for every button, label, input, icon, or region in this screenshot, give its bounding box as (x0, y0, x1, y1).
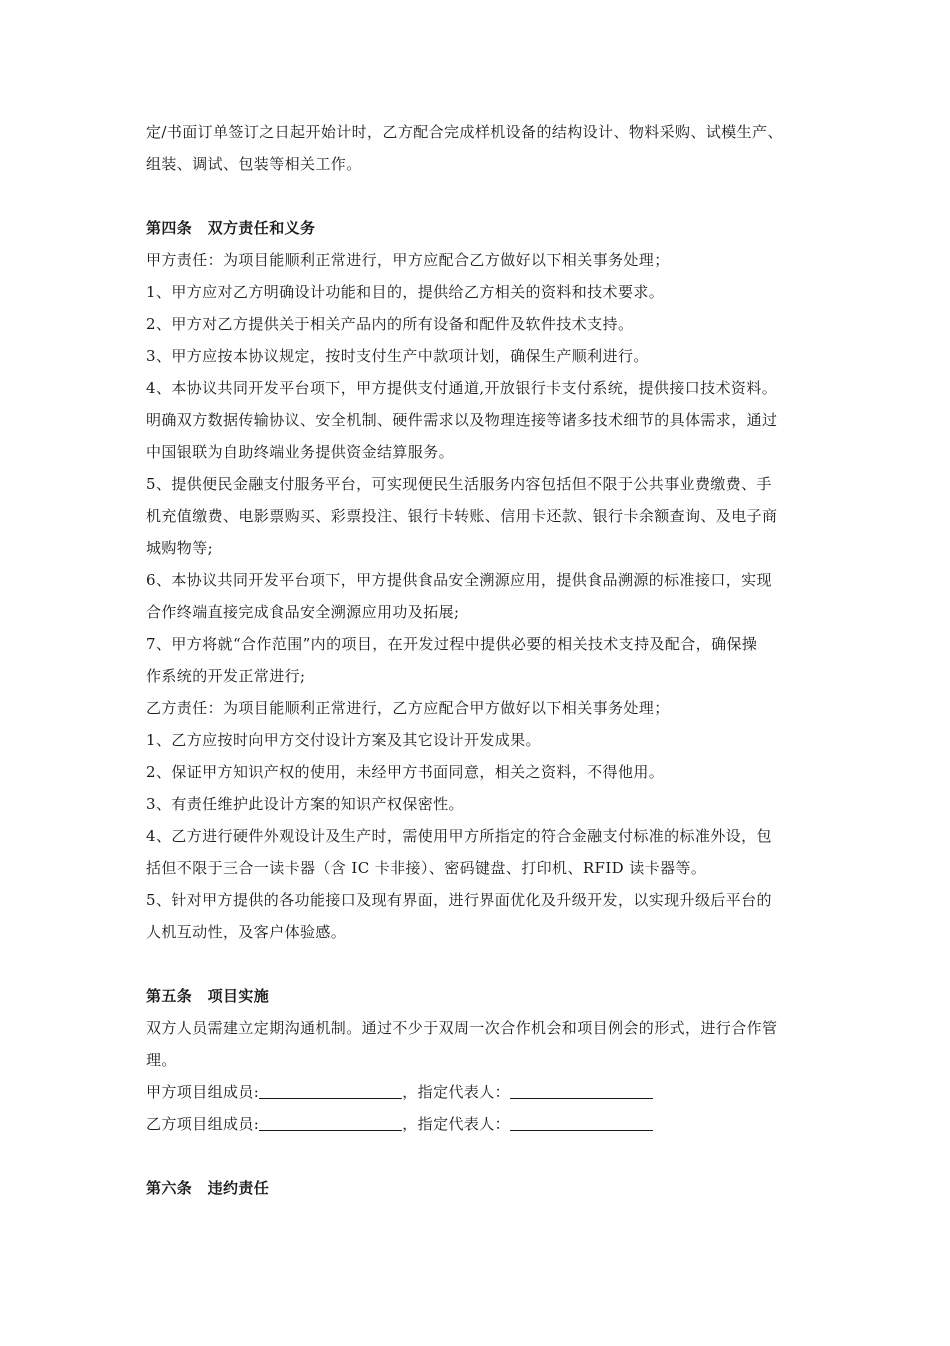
section-heading-5: 第五条 项目实施 (146, 987, 270, 1005)
party-a-rep-blank (510, 1084, 653, 1099)
party-a-team-blank (259, 1084, 402, 1099)
paragraph-line: 组装、调试、包装等相关工作。 (146, 155, 362, 173)
paragraph-line: 定/书面订单签订之日起开始计时，乙方配合完成样机设备的结构设计、物料采购、试模生产、 (146, 123, 783, 141)
section-heading-4: 第四条 双方责任和义务 (146, 219, 316, 237)
list-item: 2、保证甲方知识产权的使用，未经甲方书面同意，相关之资料，不得他用。 (146, 763, 665, 781)
party-b-rep-blank (510, 1116, 653, 1131)
paragraph-line: 作系统的开发正常进行; (146, 667, 306, 685)
paragraph-line: 括但不限于三合一读卡器（含 IC 卡非接）、密码键盘、打印机、RFID 读卡器等。 (146, 859, 707, 877)
paragraph-line: 双方人员需建立定期沟通机制。通过不少于双周一次合作机会和项目例会的形式，进行合作管 (146, 1019, 778, 1037)
list-item: 1、乙方应按时向甲方交付设计方案及其它设计开发成果。 (146, 731, 541, 749)
rep-label: ，指定代表人： (402, 1115, 511, 1133)
paragraph-line: 中国银联为自助终端业务提供资金结算服务。 (146, 443, 455, 461)
list-item: 1、甲方应对乙方明确设计功能和目的，提供给乙方相关的资料和技术要求。 (146, 283, 665, 301)
list-item: 5、针对甲方提供的各功能接口及现有界面，进行界面优化及升级开发，以实现升级后平台的 (146, 891, 772, 909)
party-b-responsibility-intro: 乙方责任：为项目能顺利正常进行，乙方应配合甲方做好以下相关事务处理； (146, 699, 670, 717)
list-item: 6、本协议共同开发平台项下，甲方提供食品安全溯源应用，提供食品溯源的标准接口，实现 (146, 571, 772, 589)
list-item: 5、提供便民金融支付服务平台，可实现便民生活服务内容包括但不限于公共事业费缴费、手 (146, 475, 772, 493)
paragraph-line: 机充值缴费、电影票购买、彩票投注、银行卡转账、信用卡还款、银行卡余额查询、及电子商 (146, 507, 778, 525)
party-b-team-line (146, 1114, 816, 1134)
list-item: 4、本协议共同开发平台项下，甲方提供支付通道,开放银行卡支付系统，提供接口技术资料。 (146, 379, 778, 397)
section-heading-6: 第六条 违约责任 (146, 1179, 270, 1197)
party-b-team-blank (259, 1116, 402, 1131)
paragraph-line: 明确双方数据传输协议、安全机制、硬件需求以及物理连接等诸多技术细节的具体需求，通过 (146, 411, 778, 429)
rep-label: ，指定代表人： (402, 1083, 511, 1101)
party-a-team-label: 甲方项目组成员: (146, 1083, 260, 1101)
list-item: 3、有责任维护此设计方案的知识产权保密性。 (146, 795, 464, 813)
paragraph-line: 城购物等; (146, 539, 214, 557)
party-a-team-line (146, 1082, 816, 1102)
paragraph-line: 理。 (146, 1051, 177, 1069)
party-a-responsibility-intro: 甲方责任：为项目能顺利正常进行，甲方应配合乙方做好以下相关事务处理； (146, 251, 670, 269)
party-b-team-label: 乙方项目组成员: (146, 1115, 260, 1133)
paragraph-line: 人机互动性，及客户体验感。 (146, 923, 347, 941)
list-item: 2、甲方对乙方提供关于相关产品内的所有设备和配件及软件技术支持。 (146, 315, 634, 333)
list-item: 4、乙方进行硬件外观设计及生产时，需使用甲方所指定的符合金融支付标准的标准外设，包 (146, 827, 772, 845)
list-item: 3、甲方应按本协议规定，按时支付生产中款项计划，确保生产顺利进行。 (146, 347, 649, 365)
paragraph-line: 合作终端直接完成食品安全溯源应用功及拓展; (146, 603, 460, 621)
list-item: 7、甲方将就“合作范围”内的项目，在开发过程中提供必要的相关技术支持及配合，确保操 (146, 635, 758, 653)
